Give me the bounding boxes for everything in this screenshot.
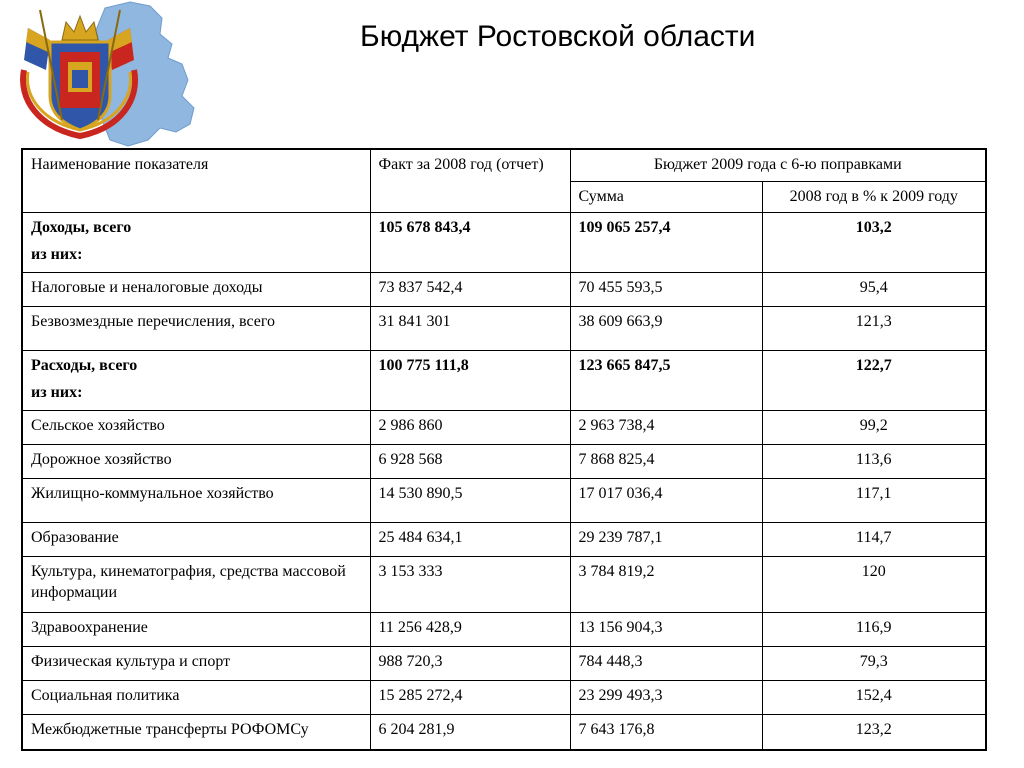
row-percent: 95,4 xyxy=(762,272,986,306)
row-name xyxy=(22,612,370,646)
row-percent: 123,2 xyxy=(762,714,986,750)
row-fact: 988 720,3 xyxy=(370,646,570,680)
table-row xyxy=(22,680,986,714)
header-fact: Факт за 2008 год (отчет) xyxy=(370,149,570,212)
row-sum: 3 784 819,2 xyxy=(570,556,762,612)
row-name-label: Налоговые и неналоговые доходы xyxy=(31,278,263,296)
row-name xyxy=(22,212,370,272)
table-row xyxy=(22,306,986,350)
row-percent: 114,7 xyxy=(762,522,986,556)
row-fact: 15 285 272,4 xyxy=(370,680,570,714)
header-name: Наименование показателя xyxy=(22,149,370,212)
row-name-label: Здравоохранение xyxy=(31,618,148,636)
row-fact: 3 153 333 xyxy=(370,556,570,612)
budget-table-header xyxy=(22,149,986,212)
row-sum: 7 868 825,4 xyxy=(570,444,762,478)
row-name xyxy=(22,410,370,444)
page-title: Бюджет Ростовской области xyxy=(360,20,756,53)
row-percent: 79,3 xyxy=(762,646,986,680)
header-budget-group: Бюджет 2009 года с 6-ю поправками xyxy=(570,149,986,181)
row-sum: 38 609 663,9 xyxy=(570,306,762,350)
row-name xyxy=(22,306,370,350)
row-name-label: Доходы, всего xyxy=(31,218,132,236)
row-percent: 122,7 xyxy=(762,350,986,410)
row-name-label: Межбюджетные трансферты РОФОМСу xyxy=(31,720,309,738)
row-percent: 99,2 xyxy=(762,410,986,444)
row-sum: 13 156 904,3 xyxy=(570,612,762,646)
row-fact: 105 678 843,4 xyxy=(370,212,570,272)
row-percent: 152,4 xyxy=(762,680,986,714)
row-name-label: Сельское хозяйство xyxy=(31,416,165,434)
row-fact: 2 986 860 xyxy=(370,410,570,444)
row-fact: 31 841 301 xyxy=(370,306,570,350)
header-sum: Сумма xyxy=(570,181,762,212)
table-row xyxy=(22,272,986,306)
row-name xyxy=(22,714,370,750)
row-name-label: Культура, кинематография, средства массовой информации xyxy=(31,562,346,601)
row-sum: 2 963 738,4 xyxy=(570,410,762,444)
row-name-label: Безвозмездные перечисления, всего xyxy=(31,312,276,330)
budget-table-body xyxy=(22,212,986,750)
table-row xyxy=(22,714,986,750)
row-name-label: Физическая культура и спорт xyxy=(31,652,231,670)
table-row xyxy=(22,478,986,522)
row-percent: 121,3 xyxy=(762,306,986,350)
row-fact: 6 204 281,9 xyxy=(370,714,570,750)
row-percent: 116,9 xyxy=(762,612,986,646)
row-name xyxy=(22,272,370,306)
row-name xyxy=(22,646,370,680)
row-sub-label: из них: xyxy=(31,245,83,263)
table-row xyxy=(22,556,986,612)
table-row xyxy=(22,212,986,272)
row-percent: 120 xyxy=(762,556,986,612)
row-name xyxy=(22,478,370,522)
row-name xyxy=(22,350,370,410)
row-name-label: Расходы, всего xyxy=(31,356,138,374)
row-sum: 29 239 787,1 xyxy=(570,522,762,556)
row-name xyxy=(22,522,370,556)
coat-of-arms-logo xyxy=(10,0,210,150)
row-fact: 100 775 111,8 xyxy=(370,350,570,410)
table-row xyxy=(22,522,986,556)
row-fact: 14 530 890,5 xyxy=(370,478,570,522)
row-percent: 113,6 xyxy=(762,444,986,478)
row-name xyxy=(22,444,370,478)
row-name-label: Жилищно-коммунальное хозяйство xyxy=(31,484,274,502)
table-row xyxy=(22,350,986,410)
row-sum: 109 065 257,4 xyxy=(570,212,762,272)
row-fact: 6 928 568 xyxy=(370,444,570,478)
table-row xyxy=(22,646,986,680)
row-fact: 73 837 542,4 xyxy=(370,272,570,306)
row-sub-label: из них: xyxy=(31,383,83,401)
row-percent: 117,1 xyxy=(762,478,986,522)
row-sum: 784 448,3 xyxy=(570,646,762,680)
row-sum: 70 455 593,5 xyxy=(570,272,762,306)
row-sum: 7 643 176,8 xyxy=(570,714,762,750)
row-sum: 17 017 036,4 xyxy=(570,478,762,522)
row-sum: 23 299 493,3 xyxy=(570,680,762,714)
row-sum: 123 665 847,5 xyxy=(570,350,762,410)
row-fact: 25 484 634,1 xyxy=(370,522,570,556)
row-name-label: Дорожное хозяйство xyxy=(31,450,172,468)
table-row xyxy=(22,444,986,478)
table-row xyxy=(22,410,986,444)
row-percent: 103,2 xyxy=(762,212,986,272)
row-name-label: Образование xyxy=(31,528,119,546)
row-name xyxy=(22,680,370,714)
row-name-label: Социальная политика xyxy=(31,686,180,704)
row-fact: 11 256 428,9 xyxy=(370,612,570,646)
row-name xyxy=(22,556,370,612)
table-row xyxy=(22,612,986,646)
budget-table xyxy=(21,148,987,751)
header-percent: 2008 год в % к 2009 году xyxy=(762,181,986,212)
